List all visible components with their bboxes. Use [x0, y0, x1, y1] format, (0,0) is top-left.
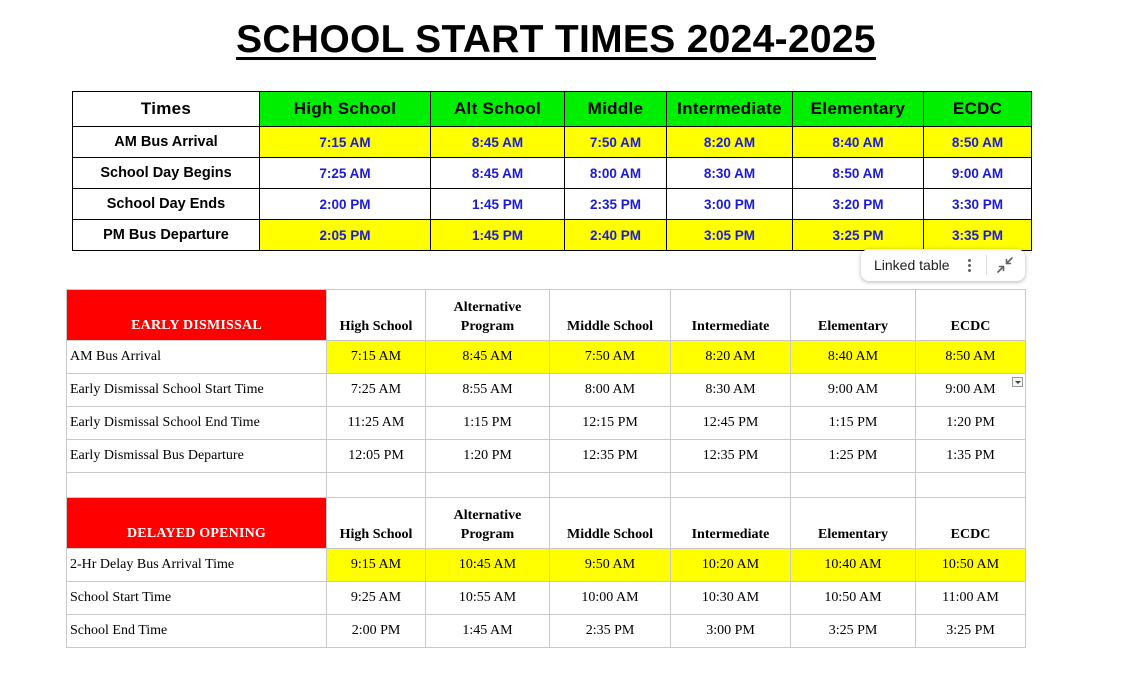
- time-cell[interactable]: 7:50 AM: [565, 127, 667, 158]
- time-cell[interactable]: 10:20 AM: [671, 549, 791, 582]
- time-cell[interactable]: 1:35 PM: [916, 440, 1026, 473]
- row-label[interactable]: School End Time: [67, 615, 327, 648]
- table-row: [67, 582, 1026, 615]
- table-row: [67, 549, 1026, 582]
- time-cell[interactable]: 3:00 PM: [671, 615, 791, 648]
- row-label[interactable]: AM Bus Arrival: [73, 127, 260, 158]
- table-row: [67, 440, 1026, 473]
- time-cell[interactable]: 2:00 PM: [260, 189, 431, 220]
- time-cell[interactable]: 2:35 PM: [550, 615, 671, 648]
- time-cell[interactable]: 3:30 PM: [924, 189, 1032, 220]
- time-cell[interactable]: 1:20 PM: [916, 407, 1026, 440]
- table-row: [67, 374, 1026, 407]
- section-header-row: [67, 498, 1026, 549]
- time-cell[interactable]: 8:45 AM: [426, 341, 550, 374]
- time-cell[interactable]: 10:55 AM: [426, 582, 550, 615]
- time-cell[interactable]: 7:50 AM: [550, 341, 671, 374]
- column-header[interactable]: Elementary: [791, 290, 916, 341]
- time-cell[interactable]: 9:00 AM: [791, 374, 916, 407]
- time-cell[interactable]: 8:50 AM: [924, 127, 1032, 158]
- time-cell[interactable]: 9:25 AM: [327, 582, 426, 615]
- time-cell[interactable]: 7:15 AM: [327, 341, 426, 374]
- time-cell[interactable]: 2:05 PM: [260, 220, 431, 251]
- column-header[interactable]: Alt School: [431, 92, 565, 127]
- column-header[interactable]: Middle: [565, 92, 667, 127]
- time-cell[interactable]: 10:40 AM: [791, 549, 916, 582]
- time-cell[interactable]: 8:55 AM: [426, 374, 550, 407]
- time-cell[interactable]: 8:40 AM: [793, 127, 924, 158]
- column-header[interactable]: High School: [327, 290, 426, 341]
- time-cell-with-dropdown[interactable]: [916, 374, 1026, 407]
- time-cell[interactable]: 11:25 AM: [327, 407, 426, 440]
- time-cell[interactable]: 9:15 AM: [327, 549, 426, 582]
- row-label[interactable]: Early Dismissal School Start Time: [67, 374, 327, 407]
- time-cell[interactable]: 8:45 AM: [431, 158, 565, 189]
- linked-table-chip[interactable]: [861, 249, 1025, 281]
- empty-cell[interactable]: [671, 473, 791, 498]
- column-header[interactable]: High School: [327, 498, 426, 549]
- empty-cell[interactable]: [426, 473, 550, 498]
- time-cell[interactable]: 1:45 PM: [431, 189, 565, 220]
- column-header[interactable]: ECDC: [916, 290, 1026, 341]
- empty-row: [67, 473, 1026, 498]
- column-header[interactable]: Times: [73, 92, 260, 127]
- time-cell[interactable]: 11:00 AM: [916, 582, 1026, 615]
- column-header[interactable]: Elementary: [791, 498, 916, 549]
- time-cell[interactable]: 8:20 AM: [667, 127, 793, 158]
- time-cell[interactable]: 2:35 PM: [565, 189, 667, 220]
- table-header-row: [73, 92, 1032, 127]
- table-row: [67, 407, 1026, 440]
- time-cell[interactable]: 1:25 PM: [791, 440, 916, 473]
- row-label[interactable]: PM Bus Departure: [73, 220, 260, 251]
- time-cell[interactable]: 10:50 AM: [791, 582, 916, 615]
- table-row: [73, 127, 1032, 158]
- time-cell[interactable]: 12:35 PM: [550, 440, 671, 473]
- column-header[interactable]: Middle School: [550, 290, 671, 341]
- collapse-icon[interactable]: [996, 256, 1014, 274]
- early-dismissal-header[interactable]: EARLY DISMISSAL: [67, 290, 327, 341]
- table-row: [73, 189, 1032, 220]
- time-cell[interactable]: 8:50 AM: [916, 341, 1026, 374]
- time-cell[interactable]: 2:40 PM: [565, 220, 667, 251]
- time-cell[interactable]: 3:25 PM: [793, 220, 924, 251]
- early-dismissal-delayed-opening-table: [66, 289, 1026, 648]
- time-cell[interactable]: 9:50 AM: [550, 549, 671, 582]
- page-title: SCHOOL START TIMES 2024-2025: [236, 18, 876, 61]
- column-header[interactable]: Middle School: [550, 498, 671, 549]
- time-cell[interactable]: 3:00 PM: [667, 189, 793, 220]
- column-header[interactable]: Intermediate: [667, 92, 793, 127]
- row-label[interactable]: Early Dismissal School End Time: [67, 407, 327, 440]
- more-vertical-icon[interactable]: [964, 259, 976, 272]
- column-header[interactable]: Alternative Program: [426, 290, 550, 341]
- time-cell[interactable]: 3:25 PM: [916, 615, 1026, 648]
- row-label[interactable]: Early Dismissal Bus Departure: [67, 440, 327, 473]
- column-header[interactable]: High School: [260, 92, 431, 127]
- linked-table-label[interactable]: Linked table: [874, 257, 950, 273]
- column-header[interactable]: ECDC: [924, 92, 1032, 127]
- column-header[interactable]: Alternative Program: [426, 498, 550, 549]
- empty-cell[interactable]: [791, 473, 916, 498]
- time-value: 9:00 AM: [945, 382, 996, 397]
- time-cell[interactable]: 7:15 AM: [260, 127, 431, 158]
- start-times-table: [72, 91, 1032, 251]
- empty-cell[interactable]: [67, 473, 327, 498]
- time-cell[interactable]: 8:40 AM: [791, 341, 916, 374]
- row-label[interactable]: AM Bus Arrival: [67, 341, 327, 374]
- empty-cell[interactable]: [327, 473, 426, 498]
- column-header[interactable]: Intermediate: [671, 290, 791, 341]
- time-cell[interactable]: 2:00 PM: [327, 615, 426, 648]
- time-cell[interactable]: 1:15 PM: [791, 407, 916, 440]
- time-cell[interactable]: 8:00 AM: [550, 374, 671, 407]
- time-cell[interactable]: 3:35 PM: [924, 220, 1032, 251]
- time-cell[interactable]: 10:30 AM: [671, 582, 791, 615]
- time-cell[interactable]: 10:50 AM: [916, 549, 1026, 582]
- dropdown-arrow-icon[interactable]: [1012, 377, 1023, 387]
- time-cell[interactable]: 12:15 PM: [550, 407, 671, 440]
- time-cell[interactable]: 10:00 AM: [550, 582, 671, 615]
- time-cell[interactable]: 3:20 PM: [793, 189, 924, 220]
- time-cell[interactable]: 12:45 PM: [671, 407, 791, 440]
- time-cell[interactable]: 1:45 PM: [431, 220, 565, 251]
- column-header[interactable]: Elementary: [793, 92, 924, 127]
- time-cell[interactable]: 8:50 AM: [793, 158, 924, 189]
- time-cell[interactable]: 8:00 AM: [565, 158, 667, 189]
- time-cell[interactable]: 3:05 PM: [667, 220, 793, 251]
- time-cell[interactable]: 8:30 AM: [667, 158, 793, 189]
- time-cell[interactable]: 7:25 AM: [327, 374, 426, 407]
- table-row: [67, 341, 1026, 374]
- time-cell[interactable]: 9:00 AM: [924, 158, 1032, 189]
- time-cell[interactable]: 7:25 AM: [260, 158, 431, 189]
- time-cell[interactable]: 1:15 PM: [426, 407, 550, 440]
- time-cell[interactable]: 3:25 PM: [791, 615, 916, 648]
- delayed-opening-header[interactable]: DELAYED OPENING: [67, 498, 327, 549]
- row-label[interactable]: 2-Hr Delay Bus Arrival Time: [67, 549, 327, 582]
- table-row: [73, 220, 1032, 251]
- time-cell[interactable]: 8:45 AM: [431, 127, 565, 158]
- row-label[interactable]: School Start Time: [67, 582, 327, 615]
- time-cell[interactable]: 8:30 AM: [671, 374, 791, 407]
- time-cell[interactable]: 12:35 PM: [671, 440, 791, 473]
- row-label[interactable]: School Day Begins: [73, 158, 260, 189]
- chip-divider: [986, 255, 987, 275]
- time-cell[interactable]: 1:45 AM: [426, 615, 550, 648]
- table-row: [73, 158, 1032, 189]
- row-label[interactable]: School Day Ends: [73, 189, 260, 220]
- empty-cell[interactable]: [550, 473, 671, 498]
- time-cell[interactable]: 8:20 AM: [671, 341, 791, 374]
- section-header-row: [67, 290, 1026, 341]
- empty-cell[interactable]: [916, 473, 1026, 498]
- time-cell[interactable]: 10:45 AM: [426, 549, 550, 582]
- time-cell[interactable]: 1:20 PM: [426, 440, 550, 473]
- time-cell[interactable]: 12:05 PM: [327, 440, 426, 473]
- table-row: [67, 615, 1026, 648]
- column-header[interactable]: Intermediate: [671, 498, 791, 549]
- column-header[interactable]: ECDC: [916, 498, 1026, 549]
